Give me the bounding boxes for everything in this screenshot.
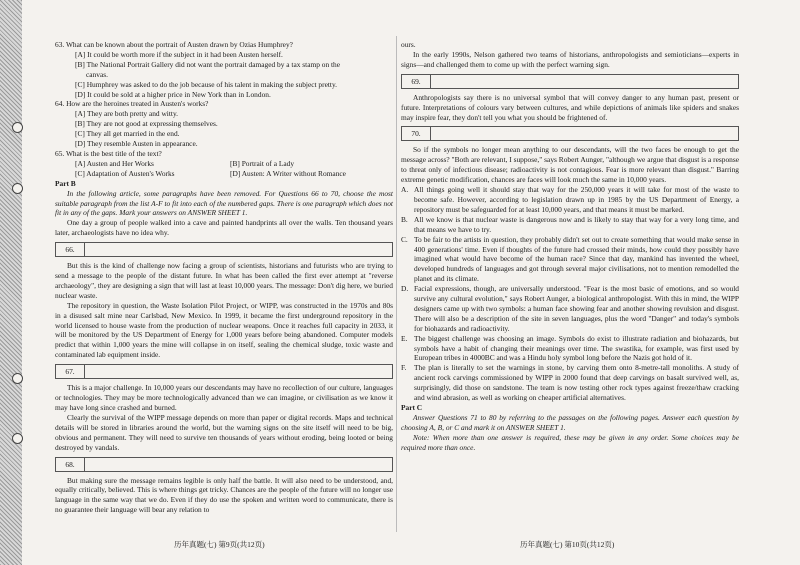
option-65c: [C] Adaptation of Austen's Works — [75, 168, 175, 178]
gap-number: 67. — [56, 365, 85, 378]
option-65b: [B] Portrait of a Lady — [230, 158, 295, 168]
question-64: 64. How are the heroines treated in Austen's works? — [55, 99, 209, 109]
answer-gap-70 — [401, 126, 739, 141]
option-63b: [B] The National Portrait Gallery did not want the portrait damaged by a tax stamp on the — [75, 59, 341, 69]
option-63d: [D] It could be sold at a higher price in New York than in London. — [75, 89, 271, 99]
paragraph: In the early 1990s, Nelson gathered two teams of historians, anthropologists and semioticians—experts in signs—and challenged them to come up with the perfect warning sign. — [401, 49, 739, 69]
option-label: F. — [401, 363, 407, 373]
gap-number: 70. — [402, 127, 431, 140]
punch-hole-icon — [12, 122, 23, 133]
page-footer-left: 历年真题(七) 第9页(共12页) — [174, 540, 265, 549]
option-paragraph-b — [401, 215, 739, 235]
option-text: Facial expressions, though, are universally understood. "Fear is the most basic of emotions, and so would survive any cultural evolution," says Robert Aunger, a biological anthropologist. With this in mind, the WIPP designers came up with two symbols: a human face showing fear and another showing revulsion and disgust. There will also be a description of the site in seven languages, plus the word "Danger" and today's symbols for biohazards and radioactivity. — [414, 284, 739, 333]
option-text: The plan is literally to set the warnings in stone, by carving them onto 8-metre-tall monoliths. A study of ancient rock carvings commissioned by WIPP in 2000 found that deep carvings on basalt survived well, as, surprisingly, did those on sandstone. The team is now testing other rock types against freeze/thaw cracking and wind abrasion, as well as working on cheaper artificial alternatives. — [414, 363, 739, 403]
gap-number: 68. — [56, 458, 85, 471]
option-paragraph-d — [401, 284, 739, 334]
option-label: E. — [401, 333, 408, 343]
punch-hole-icon — [12, 183, 23, 194]
option-65d: [D] Austen: A Writer without Romance — [230, 168, 346, 178]
binding-edge — [0, 0, 22, 565]
option-text: To be fair to the artists in question, they probably didn't set out to create something that would make sense in 400 generations' time. Even if thoughts of the future had crossed their minds, how could they possibly have imagined what would have become of the human race? Since that day, mankind has invented the wheel, developed hundreds of languages and got through several major civilisations, not to mention remodelled the planet and its climate. — [414, 234, 739, 284]
question-65: 65. What is the best title of the text? — [55, 148, 162, 158]
option-paragraph-c — [401, 235, 739, 285]
paragraph: But making sure the message remains legible is only half the battle. It will also need to be understood, and, equally critically, believed. This is where things get tricky. Chances are the people of the future will no longer use language in the same way that we do. Even if they do use the spoken and written word to communicate, there is no guarantee their language will bear any relation to — [55, 475, 393, 515]
option-paragraph-f — [401, 363, 739, 403]
column-divider — [396, 36, 397, 532]
paragraph: But this is the kind of challenge now facing a group of scientists, historians and futurists who are trying to send a message to the people of the distant future. In what has been called the first ever attempt at "reverse archaeology", they are designing a sign that will last at least 10,000 years. The message: Don't dig here, we buried nuclear waste. — [55, 261, 393, 300]
paragraph: So if the symbols no longer mean anything to our descendants, will the two faces be enough to get the message across? "Both are relevant, I suppose," says Robert Aunger, "although we argue that disgust is a response to threat only of infectious disease; radioactivity is not contagious. Fear is more relevant than disgust." Barring extreme genetic modification, chances are faces will look much the same in 10,000 years. — [401, 145, 739, 185]
option-64c: [C] They all get married in the end. — [75, 129, 180, 139]
answer-gap-68 — [55, 457, 393, 472]
option-63b-cont: canvas. — [86, 69, 108, 79]
right-column — [401, 40, 739, 453]
option-label: D. — [401, 284, 409, 294]
options-65-row1 — [55, 159, 393, 169]
part-c-heading: Part C — [401, 403, 423, 412]
part-c-instructions: Answer Questions 71 to 80 by referring to the passages on the following pages. Answer each question by choosing A, B, or C and mark it on ANSWER SHEET 1. — [401, 412, 739, 432]
paragraph: Clearly the survival of the WIPP message depends on more than paper or digital records. Maps and technical details will be stored in libraries around the world, but the warning signs on the site itself will need to be big, obvious and permanent. They will need to survive ten thousands of years without eroding, being looted or being destroyed by vandals. — [55, 412, 393, 452]
paragraph: The repository in question, the Waste Isolation Pilot Project, or WIPP, was constructed in the 1970s and 80s in a disused salt mine near Carlsbad, New Mexico. In 1999, it became the first underground repository in the world licensed to house waste from the production of nuclear weapons. Once it reaches full capacity in 2033, it will be monitored by the US Department of Energy for 1,000 years before being abandoned. Computer models predict that within 1,000 years the mine will collapse in on itself, sealing the chemical sludge, toxic waste and contaminated lab equipment inside. — [55, 300, 393, 360]
option-64d: [D] They resemble Austen in appearance. — [75, 139, 198, 149]
question-63: 63. What can be known about the portrait of Austen drawn by Ozias Humphrey? — [55, 40, 293, 49]
option-63a: [A] It could be worth more if the subject in it had been Austen herself. — [75, 49, 283, 59]
page-footer-right: 历年真题(七) 第10页(共12页) — [520, 540, 615, 549]
part-c-note: Note: When more than one answer is required, these may be given in any order. Some choices may be required more than once. — [401, 432, 739, 452]
part-b-heading: Part B — [55, 178, 76, 188]
gap-number: 69. — [402, 75, 431, 88]
option-text: The biggest challenge was choosing an image. Symbols do exist to illustrate radiation and biohazards, but symbols have a habit of changing their meanings over time. The swastika, for example, was first used by European tribes in 4000BC and was a Hindu holy symbol long before the Nazis got hold of it. — [414, 333, 739, 363]
paragraph: This is a major challenge. In 10,000 years our descendants may have no recollection of our culture, languages or technologies. They may be more technologically advanced than we can imagine, or civilisation as we know it may have long since crashed and burned. — [55, 383, 393, 412]
option-64b: [B] They are not good at expressing themselves. — [75, 119, 218, 129]
answer-gap-69 — [401, 74, 739, 89]
options-65-row2 — [55, 169, 393, 179]
option-65a: [A] Austen and Her Works — [75, 158, 154, 168]
answer-gap-67 — [55, 364, 393, 379]
option-paragraph-e — [401, 334, 739, 364]
option-text: All things going well it should stay that way for the 250,000 years it will take for most of the waste to become safe. However, according to legislation drawn up in 1985 by the US Department of Energy, a repository must be safeguarded for at least 10,000 years, and that means it must be marked. — [414, 185, 739, 214]
option-label: C. — [401, 234, 408, 244]
option-63c: [C] Humphrey was asked to do the job because of his talent in making the subject pretty. — [75, 79, 338, 89]
punch-hole-icon — [12, 373, 23, 384]
paragraph: One day a group of people walked into a cave and painted handprints all over the walls. Ten thousand years later, archaeologists have no idea why. — [55, 218, 393, 238]
gap-number: 66. — [56, 243, 85, 256]
option-text: All we know is that nuclear waste is dangerous now and is likely to stay that way for a very long time, and that means we have to try. — [414, 214, 739, 234]
option-64a: [A] They are both pretty and witty. — [75, 109, 179, 119]
option-label: B. — [401, 214, 408, 224]
left-column — [55, 40, 393, 515]
punch-hole-icon — [12, 433, 23, 444]
option-paragraph-a — [401, 185, 739, 215]
answer-gap-66 — [55, 242, 393, 257]
option-label: A. — [401, 185, 409, 195]
part-b-instructions: In the following article, some paragraphs have been removed. For Questions 66 to 70, choose the most suitable paragraph from the list A-F to fit into each of the numbered gaps. There is one paragraph which does not fit in any of the gaps. Mark your answers on ANSWER SHEET 1. — [55, 188, 393, 218]
paragraph: Anthropologists say there is no universal symbol that will convey danger to any human past, present or future. Interpretations of colours vary between cultures, and while depictions of animals like spiders and snakes may inspire fear, they don't tell you what you should be frightened of. — [401, 92, 739, 122]
paragraph: ours. — [401, 40, 416, 49]
